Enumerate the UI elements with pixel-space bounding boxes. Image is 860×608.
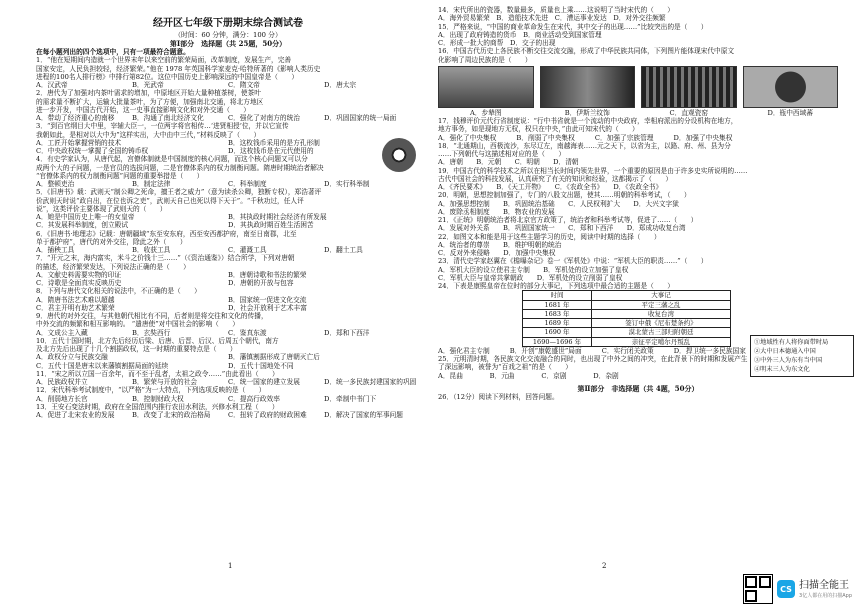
option: A．插秧工具 (36, 246, 75, 254)
question-line: A．废除丞相制度 B．物农业的发展 (438, 207, 555, 216)
exam-subtitle: （时间：60 分钟，满分：100 分） (174, 31, 282, 39)
question-line: 古代中国社会的科技发展，认真研究了有关的知识和经验，这都揭示了（ ） (438, 174, 673, 183)
table-cell: 1683 年 (523, 309, 592, 318)
question-line: 10．五代十国时期，北方先后经历后梁、后唐、后晋、后汉、后周五个朝代，南方 (36, 336, 279, 345)
exam-page-left (0, 0, 424, 608)
pattern-image (540, 66, 636, 108)
option: A．汉武帝 (36, 81, 68, 89)
question-line: ……下列朝代与这描述相对应的是（ ） (438, 150, 566, 158)
table-cell: 1689 年 (523, 319, 592, 328)
question-line: 15．严格来说，“中国的商业革命发生在宋代，其中交子的出现……”比较突出的是（ ） (438, 22, 708, 31)
option: A．带动了经济重心的南移 (36, 114, 115, 122)
note-item: ②大中日本德通入中国 (754, 348, 816, 355)
option: C．中央政权统一掌握了全国的铸币权 (36, 147, 149, 155)
options-row (36, 81, 420, 89)
option: C．统一国家的建立发展 (228, 378, 300, 386)
option: B．制定法律 (132, 180, 171, 188)
option: D．其执政时期百姓生活困苦 (228, 221, 314, 230)
option: C．其发展科举制度，创立殿试 (36, 221, 129, 230)
option: D．统一多民族封建国家的巩固 (324, 378, 417, 386)
option: B．光武帝 (132, 81, 164, 89)
question-line: 12．宋代科举考试制度中，“以严格”为一大特点，下列选项反映的是（ ） (36, 386, 266, 395)
option: C．扭转了政府的财政困难 (228, 411, 307, 419)
option: D．牵制中书门下 (324, 394, 377, 403)
question-line: C．形成一批大的商帮 D．交子的出现 (438, 39, 556, 47)
question-line: 说”，这类评价主要体现了武则天的（ ） (36, 204, 167, 213)
options-row (36, 246, 420, 254)
options-row (36, 114, 420, 122)
table-row (523, 300, 731, 309)
question-line: C．军机大臣与皇帝共掌朝政 D．军机处的设立削弱了皇权 (438, 273, 623, 282)
option: A．政权分立与民族交融 (36, 353, 108, 362)
option: A．民族政权并立 (36, 378, 88, 386)
option: C．五代十国是唐末以来藩镇割据局面的延续 (36, 361, 169, 370)
question-line: 的描述，经济繁荣发达，下列说法正确的是（ ） (36, 262, 190, 271)
kangxi-table (522, 290, 731, 347)
question-line: 成两个大的子问题，一是官员的选拔问题，二是官僚体系内的权力制衡问题。隋唐时期统治者解决 (36, 163, 324, 172)
options-row (36, 271, 420, 279)
options-row (36, 221, 420, 229)
question-line: 13．王安石变法时期，政府在全国范围内推行农田水利法，兴修水利工程（ ） (36, 402, 279, 411)
camscanner-logo-icon: CS (777, 580, 795, 598)
question-line: 16．中国古代历史上各民族不断交往交流交融，形成了中华民族共同体，下列图片能体现宋代中原文 (438, 47, 735, 56)
table-cell: 收复台湾 (592, 309, 731, 318)
option: D．翻土工具 (324, 246, 363, 254)
question-line: 价武则天时说“政自出，在位也诉之吏”，武则天自己也死以得下天于”。“千秋功过，任人评 (36, 196, 304, 205)
table-cell: 亲征平定噶尔丹叛乱 (592, 337, 731, 346)
question-line: “官僚体系内的权力制衡问题”问题的重要举措是（ ） (36, 171, 204, 180)
notes-box (750, 335, 854, 377)
table-cell: 平定三藩之乱 (592, 300, 731, 309)
table-cell: 签订中俄《尼布楚条约》 (592, 319, 731, 328)
options-row (36, 304, 420, 312)
question-line: 国家安定，人民负担较轻，经济繁荣。”他在 1978 年英国科学家麦克·哈特所著的《影响人类历史 (36, 64, 321, 73)
question-line: 4．有史学家认为，从唐代起，宫僚体制就是中国制度的核心问题，而这个核心问题又可以分 (36, 155, 308, 164)
option: D．唐太宗 (324, 81, 357, 89)
option: A．削弱地方长官 (36, 394, 88, 403)
option: A．隋唐书法艺术难以超越 (36, 295, 115, 304)
question-line: 21．《正统》明朝统治者将北京官方政策了，统治者和科举考试等，促进了……（ ） (438, 216, 698, 224)
painting-image (438, 66, 534, 108)
option: C．君主开明有助艺术繁荣 (36, 303, 115, 312)
option: D．五代十国地处不同 (228, 361, 294, 370)
option: D．唐朝的开放与包容 (228, 279, 294, 287)
question-line: 我朝如此，是相对以大中为”这样实出，大中由中三代，”材料反映了（ ） (36, 130, 261, 139)
options-row (36, 279, 420, 287)
option: D．这枚钱币是在元代使用的 (228, 147, 314, 155)
option: B．玄奘西行 (132, 328, 171, 337)
question-line: A．唐朝 B．元朝 C．明朝 D．清朝 (438, 158, 579, 167)
page-number: 2 (602, 562, 607, 570)
vase-image (743, 66, 839, 108)
option: B．收获工具 (132, 246, 171, 254)
option: A．促进了北宋农业的发展 (36, 411, 115, 419)
options-row (36, 395, 420, 403)
question-line: 5．《旧唐书》载：武则天“制公卿之死命，擅王者之威力”（意为读杀公卿，独断专权），郑浩著评 (36, 188, 322, 197)
question-line: A．海外贸易繁荣 B．造船技术先进 C．漕运事业发达 D．对外交往频繁 (438, 14, 666, 23)
option: D．社会开放利于艺术丰富 (228, 303, 307, 312)
option: D．郑和下西洋 (324, 328, 370, 337)
options-row (36, 362, 420, 370)
option: C．灌溉工具 (228, 246, 267, 254)
table-cell: 漠北蒙古三部归附朝廷 (592, 328, 731, 337)
table-header: 时间 (523, 291, 592, 300)
kiln-image (641, 66, 737, 108)
option: A．她是中国历史上唯一的女皇帝 (36, 213, 135, 221)
question-line: 3．“到百官纲目大中里，宰辅大臣一，一位两字将官相传…‘进贤相授’位，并以它宣传 (36, 122, 289, 131)
options-row (36, 180, 420, 188)
option: C．强化了对南方的统治 (228, 114, 300, 122)
qr-code-icon (743, 574, 773, 604)
note-item: ④明末三人为东文化 (754, 366, 810, 373)
exam-title: 经开区七年级下册期末综合测试卷 (153, 18, 303, 29)
option: B．国家统一促进文化交流 (228, 295, 307, 304)
question-line: 的需求量不断扩大，运输大批量茶叶，为了方便，加强南北交通，将北方地区 (36, 97, 264, 106)
scanner-watermark (743, 574, 852, 604)
option: C．鉴真东渡 (228, 328, 267, 337)
question-line: 14．宋代所出的瓷器，数量最多，质量也上乘……这说明了当时宋代的（ ） (438, 6, 674, 14)
question-line: A．出现了政府铸造的货币 B．商业活动受到国家管理 (438, 30, 602, 39)
option: C．诗歌是全面真实反映历史 (36, 279, 122, 287)
scanner-brand (799, 580, 852, 599)
table-cell: 1690 年 (523, 328, 592, 337)
note-item: ①地域性有人将你面带时局 (754, 339, 829, 346)
image-label: B．伊斯兰纹饰 (564, 108, 610, 117)
option: B．改变了北宋的政治格局 (132, 411, 211, 419)
image-label: A．步辇图 (469, 108, 502, 117)
options-row (36, 139, 420, 147)
options-row (36, 378, 420, 386)
options-row (36, 329, 420, 337)
question-line: 2．唐代为了加强对内茶叶需求的增加，中原地区开始大量种植茶树，使茶叶 (36, 89, 261, 98)
exam-page-right (432, 0, 860, 608)
options-row (36, 213, 420, 221)
brand-name: 扫描全能王 (799, 579, 850, 591)
note-item: ③中外三人为东有当中国 (754, 357, 823, 364)
question-line: 单于都护府”，唐代的对外交往，除此之外（ ） (36, 237, 187, 246)
instructions: 在每小题列出的四个选项中，只有一项最符合题意。 (36, 48, 190, 56)
question-line: 地方事务，如是现地方无权，权只在中央，”由此可知宋代的（ ） (438, 125, 639, 134)
option: D．解决了国家的军事问题 (324, 411, 403, 419)
question-line: 20．明朝，思想控制加强了，专门的八股文出题，使其……明朝的科举考试，（ ） (438, 191, 691, 200)
question-line: A．加强思想控制 B．巩固统治基础 C．人民权利扩大 D．大兴文字狱 (438, 199, 679, 208)
option: A．整顿吏治 (36, 180, 75, 188)
question-line: 22．如图文本和能是用于这些主题学习的历史，阅读中时期的选择（ ） (438, 232, 661, 241)
question-line: 18．“北通期山，西极流沙，东尽辽左，南越海表……元之天下，以省为主，以路、府、州、县为分 (438, 141, 731, 150)
question-line: 11．“宋之所以立国一百余年，而不至于乱者，太祖之政令……”由此看出（ ） (36, 369, 279, 378)
table-row (523, 328, 731, 337)
question-line: A．统治者的尊崇 B．维护明朝的统治 (438, 240, 562, 249)
q16-image-labels (438, 109, 838, 117)
page-number: 1 (228, 562, 233, 570)
option: A．文献史料需要实物的印证 (36, 270, 122, 279)
option: A．工匠开始掌握营销的技术 (36, 138, 122, 147)
question-line: 25．元明清时期，各民族文化交流融合的同时，也出现了中外之间的冲突，在此背景下的时期和发展产生 (438, 355, 748, 363)
option: A．文成公主入藏 (36, 328, 88, 337)
table-header: 大事记 (592, 291, 731, 300)
coin-image (382, 138, 416, 172)
table-header-row (523, 291, 731, 300)
question-line: 17．钱穆评价元代行省制度说：“行中书省就是一个流动的中央政府，幸相府派出的分设机构在地方， (438, 117, 738, 125)
question-line: A．《齐民要术》 B．《天工开物》 C．《农政全书》 D．《农政全书》 (438, 183, 663, 191)
options-row (36, 411, 420, 419)
q16-images (438, 66, 838, 108)
option: D．巩固国家的统一局面 (324, 114, 397, 122)
question-line: 及北方先后出现了十几个割据政权，这一时期的重要特点是（ ） (36, 345, 237, 353)
option: B．其执政时期社会经济有所发展 (228, 213, 327, 221)
option: C．提高行政效率 (228, 394, 280, 403)
option: C．科举制度 (228, 180, 267, 188)
question-line: 化影响了周边民族的是（ ） (438, 55, 532, 64)
question-line: 1．“他在短期间内造就一个世界末年以来空前的繁荣局面，改革制度，发展生产，完善 (36, 56, 292, 65)
option: C．隋文帝 (228, 81, 260, 89)
question-line: 进一步开发，中国古代开始，这一史事直接影响文化和对外交通（ ） (36, 105, 250, 114)
table-cell: 1681 年 (523, 300, 592, 309)
question-line: 26．（12分）阅读下列材料，回答问题。 (438, 392, 559, 401)
question-line: 6．《旧唐书·地理志》记载：唐朝疆域“东至安东府，西至安西都护府，南至日南郡，北至 (36, 229, 297, 238)
part2-heading: 第Ⅱ部分 非选择题（共 4题，50分） (577, 383, 699, 393)
question-line: 19．中国古代的科学技术之所以在相当长时间内领先世界，一个重要的原因是由于许多史实所说明的…… (438, 166, 748, 175)
option: B．这枚钱币采用的是方孔形制 (228, 138, 320, 147)
question-line: 23．清代史学家赵翼在《檐曝杂记》卷一《军机处》中说：“军机大臣的职责……”（ ） (438, 257, 708, 266)
question-line: A．强化君主专制 B．开创“康乾盛世”局面 C．实行闭关政策 D．捍卫统一多民族国家 (438, 346, 746, 355)
option: B．沟通了南北经济文化 (132, 114, 204, 122)
question-line: 8．下列与唐代文化相关的说法中，不正确的是（ ） (36, 287, 201, 296)
question-line: A．军机大臣的设立使君主专制 B．军机处的设立加强了皇权 (438, 265, 629, 274)
option: B．唐朝诗歌和书法的繁荣 (228, 270, 307, 279)
options-row (36, 353, 420, 361)
table-row (523, 309, 731, 318)
option: D．实行科举制 (324, 180, 370, 188)
part1-heading: 第Ⅰ部分 选择题（共 25题，50分） (169, 39, 287, 48)
question-line: A．昆曲 B．元曲 C．京剧 D．杂剧 (438, 371, 619, 380)
options-row (36, 147, 420, 155)
question-line: 9．唐代的对外交往，与其他朝代相比有不同，后者则是将交往和文化的传播， (36, 312, 268, 320)
table-row (523, 319, 731, 328)
question-line: 7．“开元之末，海内富实，米斗之价钱十三……”（《资治通鉴》）结合所学，下列对唐朝 (36, 254, 295, 263)
image-label: D．瓶中西域蕃 (767, 108, 813, 117)
question-line: 24．下表是康熙皇帝在位时的部分大事记，下列选项中最合适的主题是（ ） (438, 282, 674, 290)
question-line: A．强化了中央集权 B．削弱了中央集权 C．加强了宗族管理 D．加强了中央集权 (438, 133, 733, 142)
question-line: 了深远影响，被誉为“百戏之祖”的是（ ） (438, 363, 572, 372)
question-line: 进程的100名人排行榜》中排行第82位。这位中国历史上影响深远的中国皇帝是（ ） (36, 72, 299, 81)
image-label: C．直观瓷窑 (669, 108, 709, 117)
option: B．控制财政大权 (132, 394, 184, 403)
table-row (523, 337, 731, 346)
question-line: 中外交流的频繁和相互影响的。 “遣唐使”对中国社会的影响（ ） (36, 320, 239, 329)
table-cell: 1690—1696 年 (523, 337, 592, 346)
option: B．繁荣与开放的社会 (132, 378, 198, 386)
brand-tagline: 3亿人都在用的扫描App (799, 592, 852, 599)
option: B．藩镇割据形成了唐朝灭亡后 (228, 353, 320, 362)
question-line: C．反对外来侵略 D．加强中央集权 (438, 249, 556, 257)
question-line: A．发展对外关系 B．巩固国家统一 C．郑和下西洋 D．郑成功收复台湾 (438, 224, 686, 233)
options-row (36, 296, 420, 304)
